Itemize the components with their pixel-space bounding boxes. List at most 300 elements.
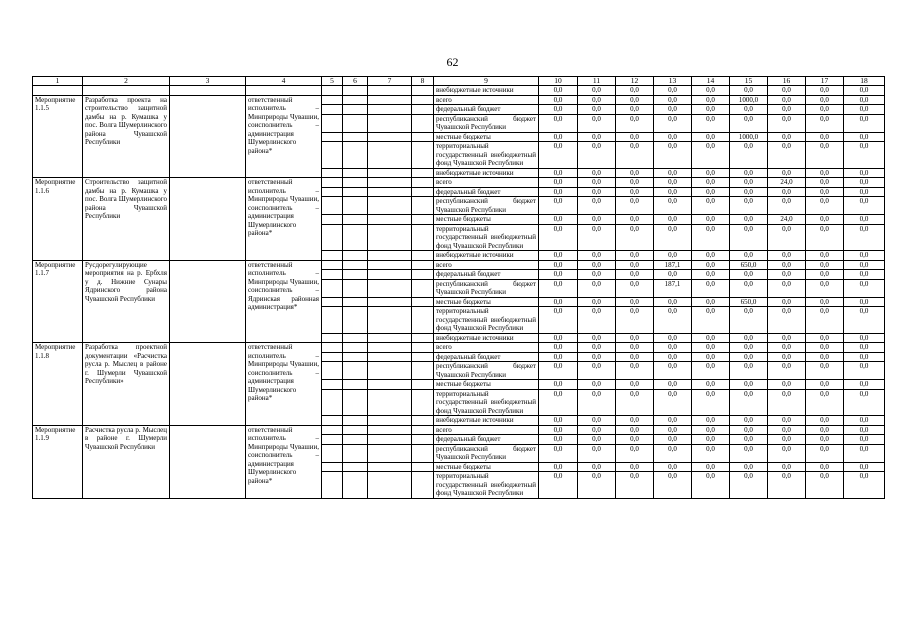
amount-cell: 0,0 (539, 333, 578, 343)
amount-cell: 0,0 (768, 95, 806, 105)
column-number: 4 (246, 77, 322, 86)
amount-cell: 0,0 (654, 251, 692, 261)
empty-cell (412, 435, 434, 445)
amount-cell: 0,0 (806, 178, 844, 188)
amount-cell: 0,0 (539, 197, 578, 215)
empty-cell (368, 472, 412, 499)
amount-cell: 0,0 (654, 380, 692, 390)
amount-cell: 0,0 (692, 187, 730, 197)
column-number: 16 (768, 77, 806, 86)
amount-cell: 0,0 (692, 95, 730, 105)
empty-cell (170, 178, 246, 261)
amount-cell: 0,0 (654, 297, 692, 307)
empty-cell (412, 462, 434, 472)
amount-cell: 0,0 (730, 224, 768, 251)
amount-cell: 0,0 (768, 297, 806, 307)
empty-cell (83, 86, 170, 96)
amount-cell: 0,0 (844, 224, 885, 251)
amount-cell: 0,0 (692, 425, 730, 435)
amount-cell: 0,0 (539, 270, 578, 280)
empty-cell (343, 260, 368, 270)
measure-executor: ответственный исполнитель – Минприроды Чувашии, соисполнитель – администрация Шумерлинского района* (246, 178, 322, 261)
column-number: 1 (33, 77, 83, 86)
empty-cell (368, 270, 412, 280)
amount-cell: 0,0 (654, 362, 692, 380)
funding-source: республиканский бюджет Чувашской Республики (434, 279, 539, 297)
funding-source: территориальный государственный внебюджетный фонд Чувашской Республики (434, 142, 539, 169)
amount-cell: 0,0 (692, 168, 730, 178)
amount-cell: 0,0 (539, 343, 578, 353)
empty-cell (322, 142, 343, 169)
empty-cell (170, 86, 246, 96)
amount-cell: 0,0 (692, 444, 730, 462)
funding-source: федеральный бюджет (434, 270, 539, 280)
empty-cell (322, 362, 343, 380)
funding-source: федеральный бюджет (434, 352, 539, 362)
amount-cell: 0,0 (539, 297, 578, 307)
table-row (33, 178, 885, 188)
measure-executor: ответственный исполнитель – Минприроды Чувашии, соисполнитель – администрация Шумерлинского района* (246, 425, 322, 498)
amount-cell: 0,0 (844, 168, 885, 178)
column-number: 5 (322, 77, 343, 86)
empty-cell (322, 260, 343, 270)
amount-cell: 0,0 (844, 416, 885, 426)
empty-cell (343, 197, 368, 215)
empty-cell (412, 389, 434, 416)
empty-cell (368, 425, 412, 435)
column-number: 8 (412, 77, 434, 86)
amount-cell: 0,0 (692, 462, 730, 472)
empty-cell (412, 307, 434, 334)
amount-cell: 0,0 (844, 444, 885, 462)
amount-cell: 0,0 (730, 197, 768, 215)
amount-cell: 0,0 (844, 132, 885, 142)
funding-source: всего (434, 343, 539, 353)
amount-cell: 0,0 (616, 197, 654, 215)
amount-cell: 0,0 (654, 343, 692, 353)
amount-cell: 1000,0 (730, 132, 768, 142)
amount-cell: 0,0 (539, 435, 578, 445)
amount-cell: 0,0 (654, 142, 692, 169)
amount-cell: 0,0 (578, 168, 616, 178)
empty-cell (322, 197, 343, 215)
amount-cell: 0,0 (616, 307, 654, 334)
funding-source: всего (434, 95, 539, 105)
empty-cell (170, 425, 246, 498)
amount-cell: 0,0 (616, 215, 654, 225)
amount-cell: 0,0 (654, 114, 692, 132)
amount-cell: 24,0 (768, 215, 806, 225)
amount-cell: 0,0 (578, 307, 616, 334)
funding-source: внебюджетные источники (434, 86, 539, 96)
amount-cell: 0,0 (768, 114, 806, 132)
empty-cell (368, 462, 412, 472)
amount-cell: 0,0 (692, 352, 730, 362)
empty-cell (412, 362, 434, 380)
amount-cell: 0,0 (844, 105, 885, 115)
empty-cell (368, 307, 412, 334)
empty-cell (343, 132, 368, 142)
amount-cell: 0,0 (654, 462, 692, 472)
empty-cell (343, 215, 368, 225)
amount-cell: 650,0 (730, 260, 768, 270)
amount-cell: 0,0 (578, 279, 616, 297)
empty-cell (412, 95, 434, 105)
amount-cell: 0,0 (844, 270, 885, 280)
amount-cell: 0,0 (539, 425, 578, 435)
empty-cell (412, 333, 434, 343)
empty-cell (412, 416, 434, 426)
empty-cell (343, 389, 368, 416)
amount-cell: 0,0 (730, 462, 768, 472)
amount-cell: 0,0 (768, 472, 806, 499)
amount-cell: 0,0 (844, 260, 885, 270)
amount-cell: 0,0 (768, 380, 806, 390)
amount-cell: 0,0 (768, 462, 806, 472)
amount-cell: 0,0 (844, 215, 885, 225)
amount-cell: 0,0 (768, 197, 806, 215)
amount-cell: 0,0 (768, 416, 806, 426)
amount-cell: 0,0 (578, 435, 616, 445)
empty-cell (368, 215, 412, 225)
amount-cell: 0,0 (844, 333, 885, 343)
empty-cell (322, 333, 343, 343)
amount-cell: 0,0 (616, 362, 654, 380)
funding-source: местные бюджеты (434, 132, 539, 142)
empty-cell (322, 389, 343, 416)
column-number: 15 (730, 77, 768, 86)
empty-cell (412, 343, 434, 353)
amount-cell: 0,0 (844, 307, 885, 334)
amount-cell: 0,0 (806, 270, 844, 280)
empty-cell (343, 270, 368, 280)
empty-cell (322, 425, 343, 435)
amount-cell: 0,0 (616, 270, 654, 280)
amount-cell: 0,0 (692, 297, 730, 307)
column-number: 18 (844, 77, 885, 86)
amount-cell: 0,0 (578, 362, 616, 380)
empty-cell (322, 251, 343, 261)
empty-cell (368, 178, 412, 188)
amount-cell: 0,0 (768, 279, 806, 297)
amount-cell: 0,0 (844, 95, 885, 105)
amount-cell: 0,0 (654, 187, 692, 197)
empty-cell (412, 132, 434, 142)
amount-cell: 0,0 (578, 380, 616, 390)
measure-name: Расчистка русла р. Мыслец в районе г. Шумерли Чувашской Республики (83, 425, 170, 498)
funding-source: местные бюджеты (434, 297, 539, 307)
amount-cell: 0,0 (539, 95, 578, 105)
amount-cell: 0,0 (578, 389, 616, 416)
amount-cell: 0,0 (806, 251, 844, 261)
amount-cell: 0,0 (768, 352, 806, 362)
amount-cell: 0,0 (654, 270, 692, 280)
amount-cell: 0,0 (616, 343, 654, 353)
amount-cell: 0,0 (578, 197, 616, 215)
empty-cell (343, 95, 368, 105)
measure-executor: ответственный исполнитель – Минприроды Чувашии, соисполнитель – Ядринская районная администрация* (246, 260, 322, 343)
amount-cell: 0,0 (768, 362, 806, 380)
amount-cell: 187,1 (654, 279, 692, 297)
amount-cell: 0,0 (692, 279, 730, 297)
empty-cell (343, 416, 368, 426)
funding-source: внебюджетные источники (434, 416, 539, 426)
amount-cell: 0,0 (806, 187, 844, 197)
amount-cell: 0,0 (844, 86, 885, 96)
funding-source: территориальный государственный внебюджетный фонд Чувашской Республики (434, 389, 539, 416)
empty-cell (322, 380, 343, 390)
funding-source: федеральный бюджет (434, 187, 539, 197)
empty-cell (322, 105, 343, 115)
amount-cell: 0,0 (616, 142, 654, 169)
empty-cell (343, 114, 368, 132)
amount-cell: 0,0 (578, 343, 616, 353)
amount-cell: 0,0 (616, 251, 654, 261)
amount-cell: 0,0 (578, 425, 616, 435)
amount-cell: 0,0 (730, 362, 768, 380)
amount-cell: 0,0 (730, 114, 768, 132)
empty-cell (368, 343, 412, 353)
amount-cell: 0,0 (578, 251, 616, 261)
amount-cell: 0,0 (692, 362, 730, 380)
empty-cell (322, 343, 343, 353)
amount-cell: 0,0 (806, 389, 844, 416)
table-row (33, 95, 885, 105)
amount-cell: 0,0 (692, 251, 730, 261)
empty-cell (412, 472, 434, 499)
amount-cell: 0,0 (806, 224, 844, 251)
amount-cell: 0,0 (844, 297, 885, 307)
amount-cell: 0,0 (806, 307, 844, 334)
empty-cell (322, 168, 343, 178)
amount-cell: 0,0 (539, 444, 578, 462)
amount-cell: 0,0 (539, 132, 578, 142)
amount-cell: 0,0 (539, 352, 578, 362)
table-row (33, 425, 885, 435)
amount-cell: 0,0 (692, 307, 730, 334)
amount-cell: 0,0 (806, 352, 844, 362)
empty-cell (368, 444, 412, 462)
empty-cell (412, 380, 434, 390)
amount-cell: 0,0 (539, 178, 578, 188)
amount-cell: 0,0 (616, 260, 654, 270)
empty-cell (343, 279, 368, 297)
empty-cell (412, 251, 434, 261)
amount-cell: 0,0 (692, 343, 730, 353)
amount-cell: 0,0 (806, 462, 844, 472)
empty-cell (343, 435, 368, 445)
empty-cell (368, 362, 412, 380)
column-number: 2 (83, 77, 170, 86)
amount-cell: 0,0 (806, 444, 844, 462)
amount-cell: 0,0 (844, 352, 885, 362)
empty-cell (343, 224, 368, 251)
amount-cell: 0,0 (806, 215, 844, 225)
amount-cell: 0,0 (692, 105, 730, 115)
amount-cell: 0,0 (730, 215, 768, 225)
amount-cell: 0,0 (616, 472, 654, 499)
amount-cell: 0,0 (806, 343, 844, 353)
empty-cell (412, 444, 434, 462)
amount-cell: 0,0 (578, 297, 616, 307)
funding-source: внебюджетные источники (434, 333, 539, 343)
measure-code: Мероприятие 1.1.8 (33, 343, 83, 426)
empty-cell (412, 168, 434, 178)
empty-cell (343, 462, 368, 472)
amount-cell: 0,0 (730, 142, 768, 169)
amount-cell: 0,0 (654, 105, 692, 115)
column-number: 7 (368, 77, 412, 86)
amount-cell: 0,0 (768, 260, 806, 270)
measure-name: Русдорегулирующие мероприятия на р. Ербхля у д. Нижние Сунары Ядринского района Чувашской Республики (83, 260, 170, 343)
amount-cell: 0,0 (578, 95, 616, 105)
empty-cell (412, 86, 434, 96)
funding-source: территориальный государственный внебюджетный фонд Чувашской Республики (434, 472, 539, 499)
amount-cell: 0,0 (578, 260, 616, 270)
amount-cell: 0,0 (844, 362, 885, 380)
amount-cell: 0,0 (844, 343, 885, 353)
amount-cell: 0,0 (616, 224, 654, 251)
amount-cell: 0,0 (539, 279, 578, 297)
amount-cell: 0,0 (616, 352, 654, 362)
funding-source: республиканский бюджет Чувашской Республики (434, 362, 539, 380)
measure-code: Мероприятие 1.1.6 (33, 178, 83, 261)
amount-cell: 24,0 (768, 178, 806, 188)
empty-cell (368, 95, 412, 105)
amount-cell: 0,0 (730, 279, 768, 297)
amount-cell: 0,0 (692, 389, 730, 416)
amount-cell: 0,0 (539, 114, 578, 132)
amount-cell: 0,0 (578, 114, 616, 132)
amount-cell: 0,0 (578, 224, 616, 251)
empty-cell (412, 178, 434, 188)
measure-executor: ответственный исполнитель – Минприроды Чувашии, соисполнитель – администрация Шумерлинского района* (246, 95, 322, 178)
column-number: 3 (170, 77, 246, 86)
amount-cell: 0,0 (578, 105, 616, 115)
amount-cell: 0,0 (806, 279, 844, 297)
measure-code: Мероприятие 1.1.7 (33, 260, 83, 343)
amount-cell: 0,0 (539, 168, 578, 178)
amount-cell: 0,0 (539, 389, 578, 416)
amount-cell: 0,0 (730, 251, 768, 261)
funding-source: федеральный бюджет (434, 105, 539, 115)
empty-cell (412, 260, 434, 270)
empty-cell (170, 260, 246, 343)
empty-cell (412, 114, 434, 132)
empty-cell (246, 86, 322, 96)
empty-cell (343, 362, 368, 380)
amount-cell: 0,0 (578, 215, 616, 225)
empty-cell (322, 187, 343, 197)
amount-cell: 187,1 (654, 260, 692, 270)
empty-cell (322, 472, 343, 499)
amount-cell: 0,0 (806, 333, 844, 343)
funding-source: внебюджетные источники (434, 251, 539, 261)
amount-cell: 0,0 (768, 444, 806, 462)
amount-cell: 0,0 (654, 132, 692, 142)
empty-cell (322, 224, 343, 251)
amount-cell: 0,0 (806, 362, 844, 380)
empty-cell (412, 352, 434, 362)
amount-cell: 0,0 (539, 416, 578, 426)
empty-cell (368, 333, 412, 343)
amount-cell: 0,0 (578, 86, 616, 96)
amount-cell: 0,0 (578, 333, 616, 343)
amount-cell: 0,0 (844, 435, 885, 445)
amount-cell: 0,0 (692, 416, 730, 426)
amount-cell: 0,0 (539, 362, 578, 380)
amount-cell: 0,0 (616, 435, 654, 445)
amount-cell: 0,0 (616, 86, 654, 96)
column-number: 6 (343, 77, 368, 86)
empty-cell (412, 297, 434, 307)
funding-source: внебюджетные источники (434, 168, 539, 178)
amount-cell: 1000,0 (730, 95, 768, 105)
amount-cell: 0,0 (768, 425, 806, 435)
empty-cell (368, 86, 412, 96)
amount-cell: 0,0 (616, 187, 654, 197)
funding-source: всего (434, 260, 539, 270)
empty-cell (368, 168, 412, 178)
amount-cell: 0,0 (844, 462, 885, 472)
funding-source: всего (434, 178, 539, 188)
amount-cell: 0,0 (539, 86, 578, 96)
empty-cell (343, 307, 368, 334)
empty-cell (368, 389, 412, 416)
amount-cell: 0,0 (578, 462, 616, 472)
amount-cell: 0,0 (616, 444, 654, 462)
amount-cell: 0,0 (578, 352, 616, 362)
column-number: 12 (616, 77, 654, 86)
amount-cell: 0,0 (654, 333, 692, 343)
amount-cell: 0,0 (692, 260, 730, 270)
empty-cell (322, 352, 343, 362)
empty-cell (412, 187, 434, 197)
empty-cell (368, 251, 412, 261)
amount-cell: 0,0 (692, 178, 730, 188)
amount-cell: 0,0 (768, 307, 806, 334)
amount-cell: 0,0 (616, 462, 654, 472)
amount-cell: 0,0 (539, 187, 578, 197)
empty-cell (343, 86, 368, 96)
amount-cell: 0,0 (730, 425, 768, 435)
column-number: 10 (539, 77, 578, 86)
amount-cell: 0,0 (806, 105, 844, 115)
amount-cell: 0,0 (692, 380, 730, 390)
amount-cell: 0,0 (616, 168, 654, 178)
amount-cell: 0,0 (806, 132, 844, 142)
amount-cell: 0,0 (806, 425, 844, 435)
amount-cell: 0,0 (844, 142, 885, 169)
amount-cell: 0,0 (539, 462, 578, 472)
amount-cell: 0,0 (654, 86, 692, 96)
amount-cell: 0,0 (654, 95, 692, 105)
amount-cell: 0,0 (730, 352, 768, 362)
empty-cell (170, 343, 246, 426)
amount-cell: 0,0 (539, 472, 578, 499)
amount-cell: 0,0 (654, 178, 692, 188)
amount-cell: 0,0 (768, 86, 806, 96)
empty-cell (412, 224, 434, 251)
column-number: 14 (692, 77, 730, 86)
empty-cell (322, 215, 343, 225)
empty-cell (322, 307, 343, 334)
empty-cell (412, 197, 434, 215)
empty-cell (368, 297, 412, 307)
amount-cell: 0,0 (692, 435, 730, 445)
amount-cell: 0,0 (768, 168, 806, 178)
empty-cell (170, 95, 246, 178)
